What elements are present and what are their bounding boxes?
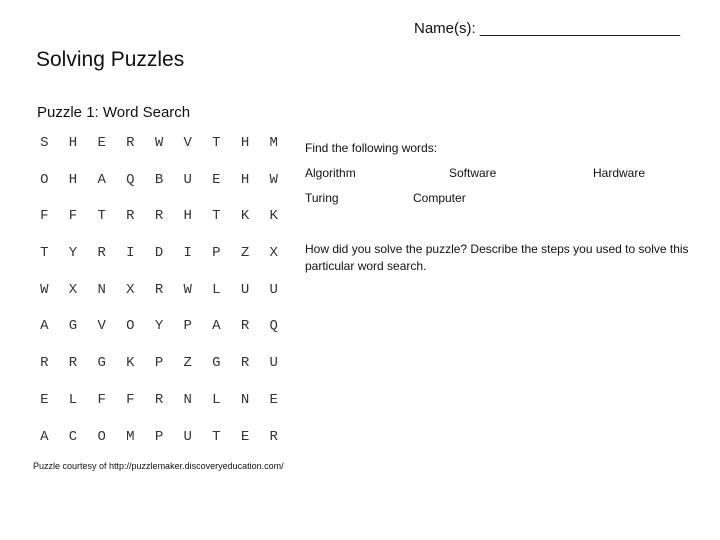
- grid-letter: E: [97, 135, 106, 151]
- grid-letter: R: [154, 208, 164, 225]
- grid-row: [30, 427, 288, 464]
- grid-letter: A: [97, 171, 106, 188]
- grid-letter: R: [240, 355, 250, 372]
- grid-letter: Q: [126, 171, 135, 188]
- grid-letter: T: [97, 208, 106, 225]
- grid-letter: G: [97, 355, 106, 372]
- grid-letter: T: [212, 428, 221, 445]
- grid-letter: L: [212, 281, 221, 298]
- grid-letter: K: [126, 355, 135, 372]
- grid-letter: R: [269, 428, 278, 445]
- grid-letter: H: [68, 171, 78, 188]
- grid-letter: P: [154, 428, 164, 445]
- grid-letter: H: [240, 135, 250, 151]
- grid-letter: V: [183, 135, 192, 151]
- grid-row: [30, 133, 288, 170]
- grid-letter: R: [126, 135, 135, 151]
- grid-letter: R: [240, 318, 250, 335]
- grid-letter: H: [240, 171, 250, 188]
- grid-letter: W: [183, 281, 192, 298]
- grid-letter: X: [126, 281, 135, 298]
- grid-letter: D: [154, 245, 164, 262]
- grid-letter: G: [212, 355, 221, 372]
- grid-letter: H: [183, 208, 192, 225]
- grid-row: [30, 170, 288, 207]
- page-title: Solving Puzzles: [36, 48, 185, 71]
- grid-row: [30, 353, 288, 390]
- grid-letter: U: [240, 281, 250, 298]
- grid-letter: X: [68, 281, 78, 298]
- puzzle-heading: Puzzle 1: Word Search: [37, 104, 191, 121]
- grid-letter: Y: [68, 245, 78, 262]
- grid-letter: F: [40, 208, 49, 225]
- word-search-grid: [30, 133, 288, 463]
- grid-letter: R: [68, 355, 78, 372]
- grid-letter: B: [154, 171, 164, 188]
- word-list-item: Turing: [305, 191, 339, 205]
- grid-row: [30, 243, 288, 280]
- grid-letter: P: [154, 355, 164, 372]
- find-words-heading: Find the following words:: [305, 141, 438, 155]
- grid-letter: R: [154, 281, 164, 298]
- grid-letter: I: [183, 245, 192, 262]
- word-list-item: Computer: [413, 191, 466, 205]
- grid-letter: A: [212, 318, 221, 335]
- grid-letter: U: [269, 355, 278, 372]
- grid-letter: F: [68, 208, 78, 225]
- grid-letter: Y: [154, 318, 164, 335]
- reflection-question: How did you solve the puzzle? Describe the steps you used to solve this particular word search.: [305, 242, 689, 273]
- grid-letter: M: [269, 135, 278, 151]
- grid-letter: Z: [183, 355, 192, 372]
- grid-letter: K: [240, 208, 250, 225]
- grid-letter: O: [97, 428, 106, 445]
- grid-letter: G: [68, 318, 78, 335]
- grid-letter: T: [212, 135, 221, 151]
- word-list-item: Algorithm: [305, 166, 356, 180]
- grid-letter: X: [269, 245, 278, 262]
- grid-letter: U: [183, 428, 192, 445]
- grid-row: [30, 206, 288, 243]
- name-field-line: Name(s): ________________________: [414, 20, 681, 37]
- grid-letter: C: [68, 428, 78, 445]
- grid-letter: N: [183, 391, 192, 408]
- grid-letter: E: [269, 391, 278, 408]
- grid-letter: A: [40, 318, 49, 335]
- grid-letter: S: [40, 135, 49, 151]
- grid-letter: P: [183, 318, 192, 335]
- grid-letter: U: [269, 281, 278, 298]
- grid-row: [30, 316, 288, 353]
- grid-letter: A: [40, 428, 49, 445]
- grid-letter: O: [40, 171, 49, 188]
- grid-letter: O: [126, 318, 135, 335]
- grid-row: [30, 390, 288, 427]
- grid-letter: R: [40, 355, 49, 372]
- puzzle-credit: Puzzle courtesy of http://puzzlemaker.discoveryeducation.com/: [33, 461, 284, 471]
- grid-letter: R: [154, 391, 164, 408]
- grid-letter: E: [212, 171, 221, 188]
- grid-letter: I: [126, 245, 135, 262]
- grid-letter: E: [240, 428, 250, 445]
- grid-letter: V: [97, 318, 106, 335]
- grid-letter: M: [126, 428, 135, 445]
- grid-letter: P: [212, 245, 221, 262]
- grid-letter: T: [212, 208, 221, 225]
- grid-row: [30, 280, 288, 317]
- grid-letter: N: [240, 391, 250, 408]
- grid-letter: Z: [240, 245, 250, 262]
- grid-letter: Q: [269, 318, 278, 335]
- grid-letter: K: [269, 208, 278, 225]
- word-list-item: Software: [449, 166, 497, 180]
- grid-letter: T: [40, 245, 49, 262]
- grid-letter: N: [97, 281, 106, 298]
- grid-letter: W: [269, 171, 278, 188]
- grid-letter: F: [97, 391, 106, 408]
- grid-letter: H: [68, 135, 78, 151]
- grid-letter: W: [40, 281, 49, 298]
- grid-letter: F: [126, 391, 135, 408]
- grid-letter: E: [40, 391, 49, 408]
- grid-letter: L: [212, 391, 221, 408]
- word-list-item: Hardware: [593, 166, 646, 180]
- grid-letter: U: [183, 171, 192, 188]
- grid-letter: R: [97, 245, 106, 262]
- grid-letter: L: [68, 391, 78, 408]
- grid-letter: R: [126, 208, 135, 225]
- grid-letter: W: [154, 135, 164, 151]
